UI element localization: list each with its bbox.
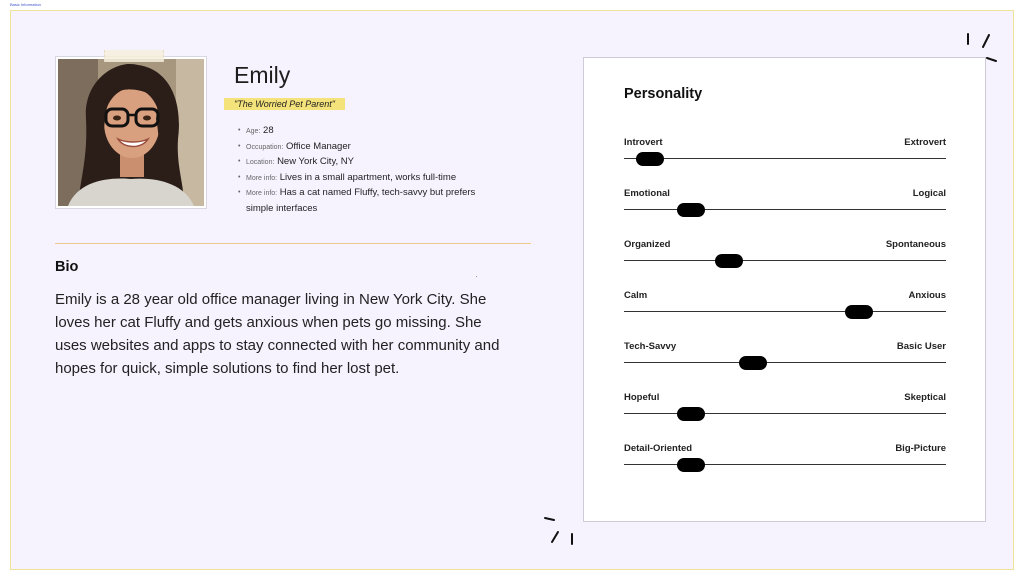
fact-location — [238, 155, 498, 171]
fact-more-info-2 — [238, 186, 498, 216]
trait-knob[interactable] — [677, 407, 705, 421]
trait-right-label: Spontaneous — [885, 239, 946, 250]
fact-key: More info: — [246, 174, 278, 182]
fact-value: 28 — [263, 125, 274, 136]
trait-left-label: Introvert — [624, 137, 663, 148]
trait-left-label: Organized — [624, 239, 671, 250]
personality-panel — [583, 57, 986, 522]
fact-occupation — [238, 140, 498, 156]
trait-knob[interactable] — [636, 152, 664, 166]
fact-value: New York City, NY — [277, 156, 354, 167]
trait-right-label: Basic User — [896, 341, 946, 352]
frame-label: Basic Information — [10, 2, 41, 7]
trait-right-label: Extrovert — [904, 137, 946, 148]
bio-text: Emily is a 28 year old office manager living in New York City. She loves her cat Fluffy and gets anxious when pets go missing. She uses websites and apps to stay connected with her community and hopes for quick, simple solutions to find her lost pet. — [55, 291, 500, 377]
trait-knob[interactable] — [677, 203, 705, 217]
persona-name: Emily — [234, 62, 291, 88]
persona-photo — [55, 56, 207, 209]
trait-right-label: Anxious — [908, 290, 946, 301]
fact-key: Occupation: — [246, 143, 284, 151]
trait-track — [624, 209, 946, 210]
photo-tape — [104, 50, 164, 62]
trait-track — [624, 362, 946, 363]
trait-slider — [624, 290, 946, 320]
persona-tagline: "The Worried Pet Parent" — [224, 98, 345, 110]
section-divider — [55, 243, 531, 244]
portrait-photo — [58, 59, 204, 206]
trait-knob[interactable] — [845, 305, 873, 319]
fact-key: Age: — [246, 128, 261, 135]
trait-slider — [624, 137, 946, 167]
trait-track — [624, 158, 946, 159]
trait-slider — [624, 239, 946, 269]
trait-track — [624, 260, 946, 261]
fact-value: Has a cat named Fluffy, tech-savvy but prefers simple interfaces — [246, 187, 476, 214]
trait-left-label: Emotional — [624, 188, 670, 199]
trait-left-label: Tech-Savvy — [624, 341, 677, 352]
trait-left-label: Calm — [624, 290, 648, 301]
trait-knob[interactable] — [677, 458, 705, 472]
portrait-illustration — [58, 59, 204, 206]
persona-facts — [238, 124, 498, 216]
trait-knob[interactable] — [715, 254, 743, 268]
fact-value: Office Manager — [286, 140, 351, 152]
fact-key: More info: — [246, 190, 278, 197]
trait-left-label: Hopeful — [624, 392, 660, 403]
trait-right-label: Skeptical — [904, 392, 946, 403]
trait-slider — [624, 188, 946, 218]
trait-right-label: Logical — [912, 188, 946, 199]
trait-right-label: Big-Picture — [895, 443, 946, 454]
bio-heading: Bio — [55, 259, 79, 275]
trait-left-label: Detail-Oriented — [624, 443, 693, 454]
trait-slider — [624, 392, 946, 422]
stray-dot — [476, 276, 477, 277]
fact-value: Lives in a small apartment, works full-time — [279, 171, 457, 183]
fact-key: Location: — [246, 159, 275, 166]
trait-track — [624, 464, 946, 465]
trait-track — [624, 413, 946, 414]
sparkle-doodle-icon — [540, 512, 580, 548]
trait-slider — [624, 443, 946, 473]
personality-title: Personality — [624, 86, 703, 102]
trait-slider — [624, 341, 946, 371]
fact-more-info-1 — [238, 171, 498, 187]
fact-age — [238, 124, 498, 140]
sparkle-doodle-icon — [962, 30, 1002, 64]
trait-track — [624, 311, 946, 312]
trait-knob[interactable] — [739, 356, 767, 370]
